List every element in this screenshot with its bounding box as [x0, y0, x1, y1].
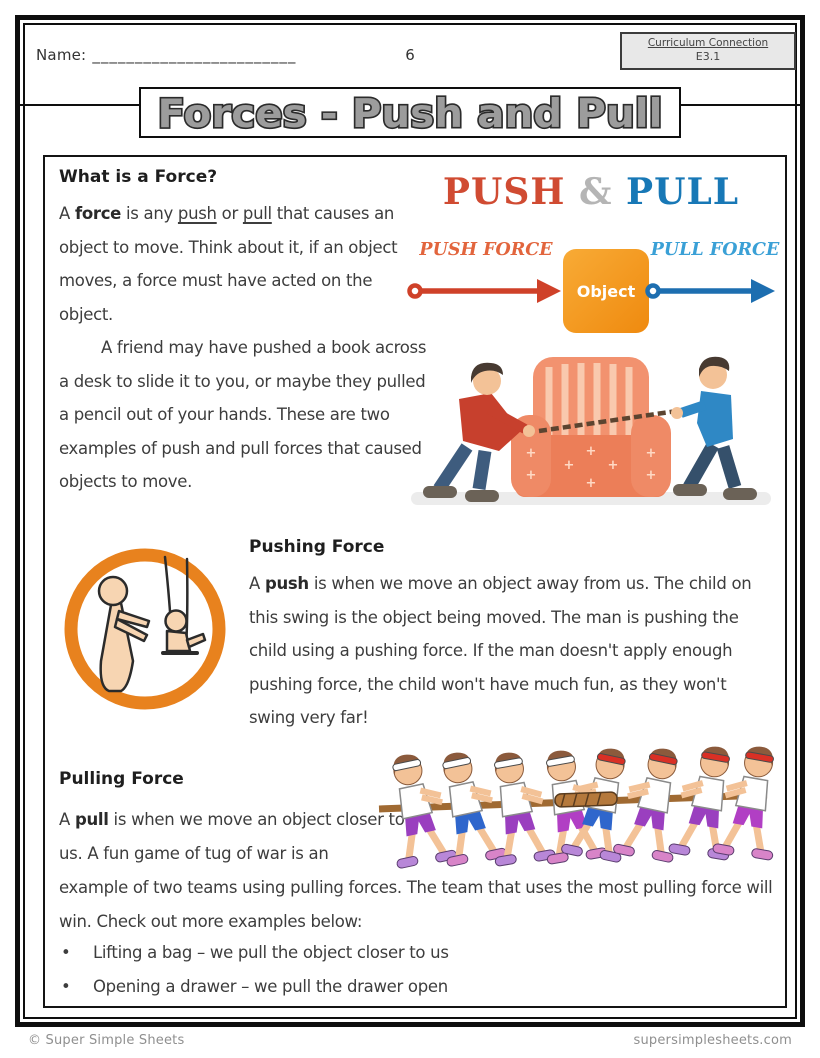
armchair — [511, 357, 671, 497]
bullet-dot: • — [61, 977, 71, 996]
bullet-item-lifting-bag — [61, 943, 449, 962]
push-force-label: PUSH FORCE — [419, 240, 553, 260]
svg-text:+: + — [525, 468, 537, 483]
svg-text:Forces - Push and Pull: Forces - Push and Pull — [157, 91, 663, 136]
object-label: Object — [576, 282, 636, 301]
content-box — [43, 155, 787, 1008]
armchair-illustration — [401, 339, 781, 514]
push-pull-diagram — [401, 163, 781, 513]
push-word: PUSH — [442, 171, 566, 213]
page-title — [139, 87, 681, 138]
section-heading-pulling-force: Pulling Force — [59, 769, 184, 789]
curriculum-connection-code: E3.1 — [695, 50, 721, 63]
paragraph-pulling-force-left: A pull is when we move an object closer to us. A fun game of tug of war is an — [59, 810, 405, 863]
tug-of-war-illustration — [361, 735, 785, 877]
ampersand: & — [578, 171, 613, 213]
pull-force-label: PULL FORCE — [650, 240, 780, 260]
paragraph-force-definition: A force is any push or pull that causes an object to move. Think about it, if an object moves, a force must have acted on the object. — [59, 204, 398, 324]
bold-force: force — [74, 204, 122, 223]
bold-push: push — [264, 574, 309, 593]
footer-website: supersimplesheets.com — [633, 1033, 792, 1048]
curriculum-connection-title: Curriculum Connection — [647, 37, 769, 49]
page-number: 6 — [405, 46, 415, 64]
section-heading-what-is-a-force: What is a Force? — [59, 167, 218, 187]
pull-arrow — [648, 279, 776, 303]
svg-text:+: + — [525, 446, 537, 461]
orange-ring — [71, 555, 219, 703]
swing-illustration — [59, 543, 231, 715]
pulling-man — [671, 357, 757, 500]
title-bubble-text — [145, 90, 675, 136]
pull-word: PULL — [626, 171, 740, 213]
svg-text:+: + — [563, 458, 575, 473]
svg-text:+: + — [585, 444, 597, 459]
push-pull-title — [401, 171, 781, 213]
bullet-item-opening-drawer — [61, 977, 448, 996]
paragraph-force-examples: A friend may have pushed a book across a desk to slide it to you, or maybe they pulled a pencil out of your hands. These are two examples of push and pull forces that caused objects to move. — [59, 338, 427, 492]
svg-text:+: + — [645, 468, 657, 483]
svg-text:+: + — [607, 458, 619, 473]
underlined-pull: pull — [242, 204, 272, 223]
svg-text:+: + — [585, 476, 597, 491]
paragraph-pushing-force: A push is when we move an object away from us. The child on this swing is the object being moved. The man is pushing the child using a pushing force. If the man doesn't apply enough pushing force, the child won't have much fun, as they won't swing very far! — [249, 574, 752, 728]
bullet-dot: • — [61, 943, 71, 962]
section-heading-pushing-force: Pushing Force — [249, 537, 385, 557]
curriculum-connection-box — [620, 32, 796, 70]
underlined-push: push — [177, 204, 217, 223]
name-blank-line: ________________________ — [92, 46, 297, 64]
push-arrow — [410, 279, 562, 303]
bullet-text: Opening a drawer – we pull the drawer open — [93, 977, 448, 996]
page-footer — [28, 1033, 792, 1048]
name-label: Name: — [36, 46, 87, 64]
bold-pull: pull — [74, 810, 109, 829]
rope-middle-grip — [555, 792, 617, 807]
bullet-text: Lifting a bag – we pull the object closer to us — [93, 943, 449, 962]
force-arrows-diagram — [401, 229, 781, 341]
footer-copyright: © Super Simple Sheets — [28, 1033, 185, 1048]
paragraph-pulling-force-full: example of two teams using pulling forces. The team that uses the most pulling force will win. Check out more examples below: — [59, 878, 773, 931]
svg-text:+: + — [645, 446, 657, 461]
object-box — [563, 249, 649, 333]
